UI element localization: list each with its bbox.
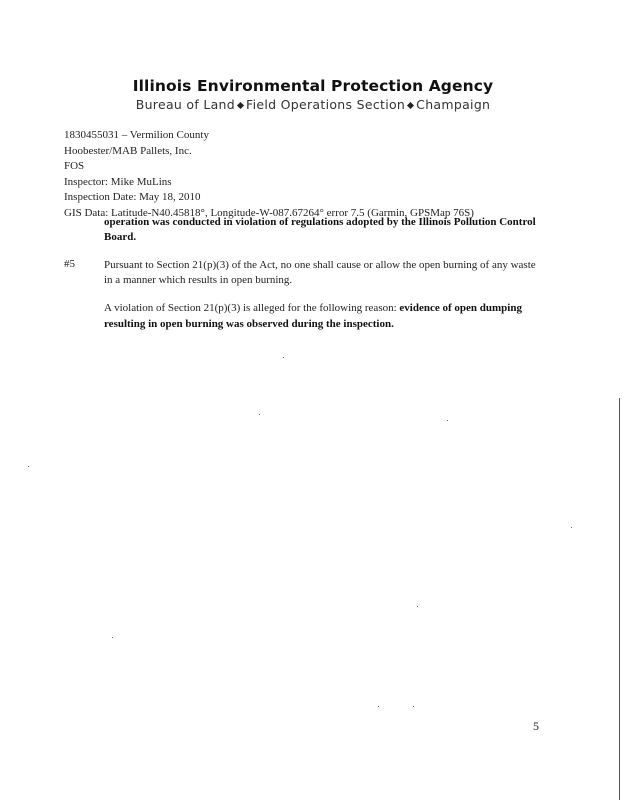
scan-edge-line <box>619 398 620 800</box>
site-info-block <box>64 128 474 221</box>
violation-reason: evidence of open dumping resulting in open burning was observed during the inspection. <box>104 302 522 330</box>
scan-speck <box>378 706 379 707</box>
section-label: Field Operations Section <box>246 97 406 112</box>
violation-paragraph <box>104 301 544 332</box>
agency-subtitle <box>0 97 626 112</box>
section-paragraph: Pursuant to Section 21(p)(3) of the Act, no one shall cause or allow the open burning of any waste in a manner which results in open burning. <box>104 259 536 286</box>
inspection-date: Inspection Date: May 18, 2010 <box>64 191 201 203</box>
violation-conclusion: operation was conducted in violation of regulations adopted by the Illinois Pollution Control Board. <box>104 216 536 243</box>
bureau-label: Bureau of Land <box>135 97 235 112</box>
diamond-icon <box>237 102 244 109</box>
scan-speck <box>112 637 113 638</box>
scan-speck <box>28 466 29 467</box>
office-label: Champaign <box>416 97 491 112</box>
gis-data: GIS Data: Latitude-N40.45818°, Longitude-W-087.67264° error 7.5 (Garmin, GPSMap 76S) <box>64 206 474 219</box>
agency-title: Illinois Environmental Protection Agency <box>132 77 494 95</box>
violation-intro: A violation of Section 21(p)(3) is alleged for the following reason: <box>104 302 400 314</box>
page-number: 5 <box>533 719 539 733</box>
site-id-county: 1830455031 – Vermilion County <box>64 129 209 141</box>
scan-speck <box>571 527 572 528</box>
facility-name: Hoobester/MAB Pallets, Inc. <box>64 144 192 157</box>
scan-speck <box>259 414 260 415</box>
scan-speck <box>447 420 448 421</box>
diamond-icon <box>407 102 414 109</box>
program-code: FOS <box>64 160 85 172</box>
scan-speck <box>283 357 284 358</box>
scan-speck <box>417 606 418 607</box>
inspector-name: Inspector: Mike MuLins <box>64 175 172 188</box>
scan-speck <box>413 706 414 707</box>
item-number: #5 <box>64 258 75 270</box>
